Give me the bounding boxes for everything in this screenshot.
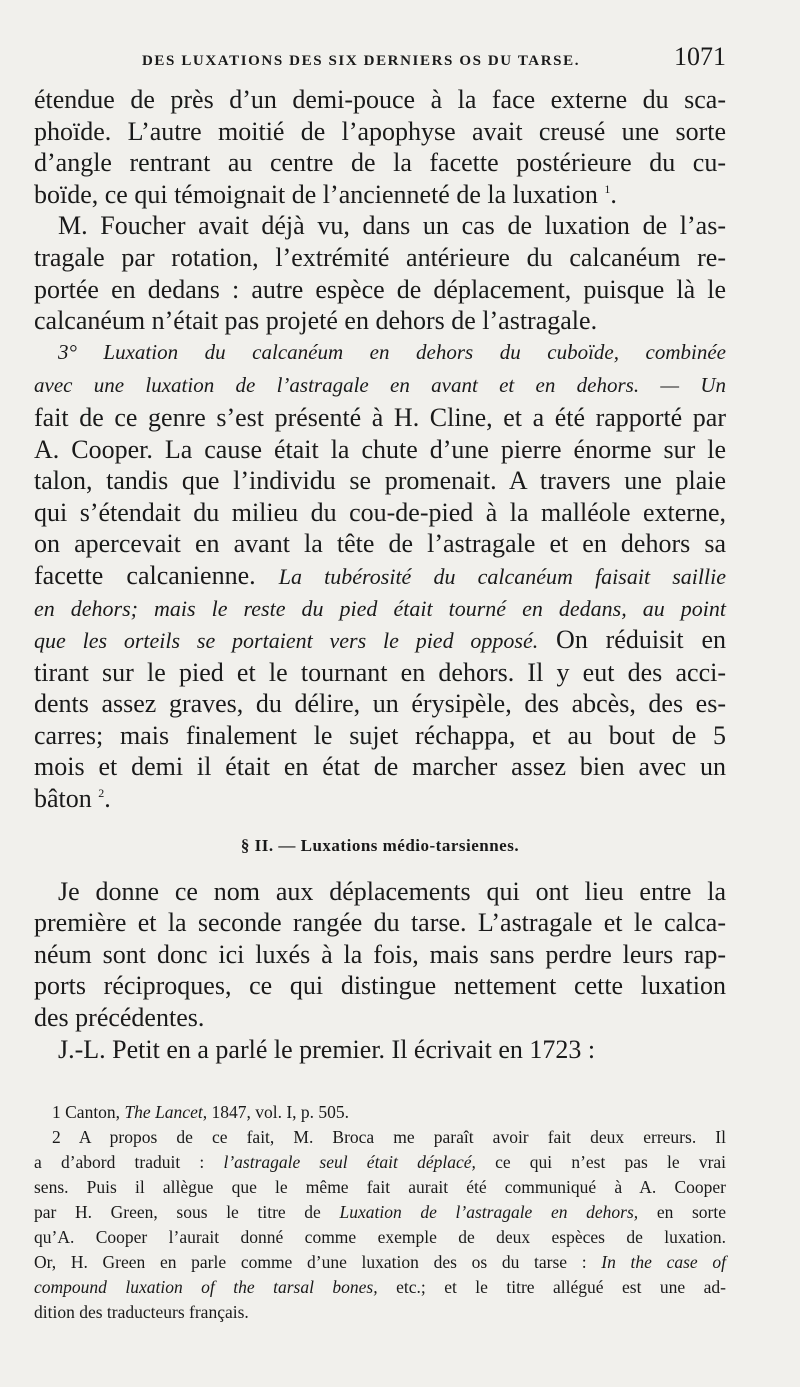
text-line: Je donne ce nom aux déplacements qui ont lieu entre la xyxy=(58,876,726,906)
text-line: ports réciproques, ce qui distingue nettement cette luxation xyxy=(34,971,726,1001)
text-line: carres; mais finalement le sujet réchappa, et au bout de 5 xyxy=(34,720,726,750)
text-span: en sorte xyxy=(656,1202,726,1222)
text-line: tirant sur le pied et le tournant en dehors. Il y eut des acci- xyxy=(34,657,726,687)
footnote-ref: 1 xyxy=(604,181,611,196)
text-span: Or, H. Green en parle comme d’une luxation des os du tarse : xyxy=(34,1252,587,1272)
text-line: mois et demi il était en état de marcher assez bien avec un xyxy=(34,752,726,782)
italic-span: The Lancet xyxy=(124,1102,203,1122)
footnote-line: dition des traducteurs français. xyxy=(34,1302,249,1322)
footnote-line xyxy=(34,1250,726,1275)
text-line: tragale par rotation, l’extrémité antérieure du calcanéum re- xyxy=(34,242,726,272)
text-line: fait de ce genre s’est présenté à H. Cline, et a été rapporté par xyxy=(34,402,726,432)
footnote-marker: 1 xyxy=(52,1102,61,1122)
main-text xyxy=(34,84,726,1065)
running-head-title: DES LUXATIONS DES SIX DERNIERS OS DU TARSE. xyxy=(142,53,581,69)
italic-span: La tubérosité du calcanéum faisait saillie xyxy=(278,563,727,589)
page-number: 1071 xyxy=(674,42,726,71)
text-span: par H. Green, sous le titre de xyxy=(34,1202,321,1222)
italic-span: que les orteils se portaient vers le pied opposé. xyxy=(34,628,539,654)
text-line: A. Cooper. La cause était la chute d’une pierre énorme sur le xyxy=(34,434,726,464)
text-span: On réduisit en xyxy=(556,625,726,655)
text-line: étendue de près d’un demi-pouce à la face externe du sca- xyxy=(34,85,726,114)
text-line: calcanéum n’était pas projeté en dehors de l’astragale. xyxy=(34,306,598,336)
text-line: en dehors; mais le reste du pied était tourné en dedans, au point xyxy=(34,595,726,621)
text-span: a d’abord traduit : xyxy=(34,1152,205,1172)
text-line xyxy=(34,368,726,402)
text-line: M. Foucher avait déjà vu, dans un cas de luxation de l’as- xyxy=(58,211,726,241)
italic-span: compound luxation of the tarsal bones, xyxy=(34,1277,378,1297)
italic-span: Luxation de l’astragale en dehors, xyxy=(339,1202,639,1222)
footnote-2 xyxy=(34,1125,726,1150)
text-span: ce qui n’est pas le vrai xyxy=(495,1152,727,1172)
text-line: 3° Luxation du calcanéum en dehors du cuboïde, combinée xyxy=(58,339,726,364)
footnote-line: sens. Puis il allègue que le même fait aurait été communiqué à A. Cooper xyxy=(34,1177,726,1197)
text-span: bâton xyxy=(34,784,92,814)
text-line: qui s’étendait du milieu du cou-de-pied à la malléole externe, xyxy=(34,497,726,527)
footnotes xyxy=(34,1100,726,1325)
text-line: phoïde. L’autre moitié de l’apophyse avait creusé une sorte xyxy=(34,116,726,146)
footnote-marker: 2 xyxy=(52,1127,61,1147)
italic-span: In the case of xyxy=(601,1252,726,1272)
text-span: facette calcanienne. xyxy=(34,560,256,590)
text-span: , 1847, vol. I, p. 505. xyxy=(202,1102,350,1122)
section-title: § II. — Luxations médio-tarsiennes. xyxy=(240,835,520,855)
italic-span: l’astragale seul était déplacé, xyxy=(223,1152,476,1172)
text-span: A propos de ce fait, M. Broca me paraît avoir fait deux erreurs. Il xyxy=(78,1127,726,1147)
footnote-ref: 2 xyxy=(98,786,105,801)
text-line xyxy=(34,624,726,657)
running-head xyxy=(34,42,726,82)
text-span: etc.; et le titre allégué est une ad- xyxy=(396,1277,726,1297)
footnote-line xyxy=(34,1200,726,1225)
footnote-1 xyxy=(34,1100,726,1125)
text-span: boïde, ce qui témoignait de l’ancienneté de la luxation xyxy=(34,179,598,209)
text-line: première et la seconde rangée du tarse. L’astragale et le calca- xyxy=(34,908,726,938)
text-span: Canton, xyxy=(65,1102,125,1122)
subheading-italic: avec une luxation de l’astragale en avant et en dehors. — Un xyxy=(34,373,726,398)
text-line: on apercevait en avant la tête de l’astragale et en dehors sa xyxy=(34,529,726,559)
footnote-line: qu’A. Cooper l’aurait donné comme exemple de deux espèces de luxation. xyxy=(34,1227,726,1247)
text-line: boïde, ce qui témoignait de l’ancienneté de la luxation $^1$. xyxy=(34,179,617,209)
text-line: portée en dedans : autre espèce de déplacement, puisque là le xyxy=(34,274,726,304)
text-line: des précédentes. xyxy=(34,1003,205,1033)
text-line: J.-L. Petit en a parlé le premier. Il écrivait en 1723 : xyxy=(58,1034,596,1064)
text-line: bâton $^2$. xyxy=(34,784,111,814)
text-line: néum sont donc ici luxés à la fois, mais sans perdre leurs rap- xyxy=(34,939,726,969)
text-line: d’angle rentrant au centre de la facette postérieure du cu- xyxy=(34,148,726,178)
footnote-line xyxy=(34,1150,726,1175)
footnote-line xyxy=(34,1275,726,1300)
text-line: dents assez graves, du délire, un érysipèle, des abcès, des es- xyxy=(34,689,726,719)
text-line xyxy=(34,560,726,593)
text-line: talon, tandis que l’individu se promenait. A travers une plaie xyxy=(34,466,726,496)
